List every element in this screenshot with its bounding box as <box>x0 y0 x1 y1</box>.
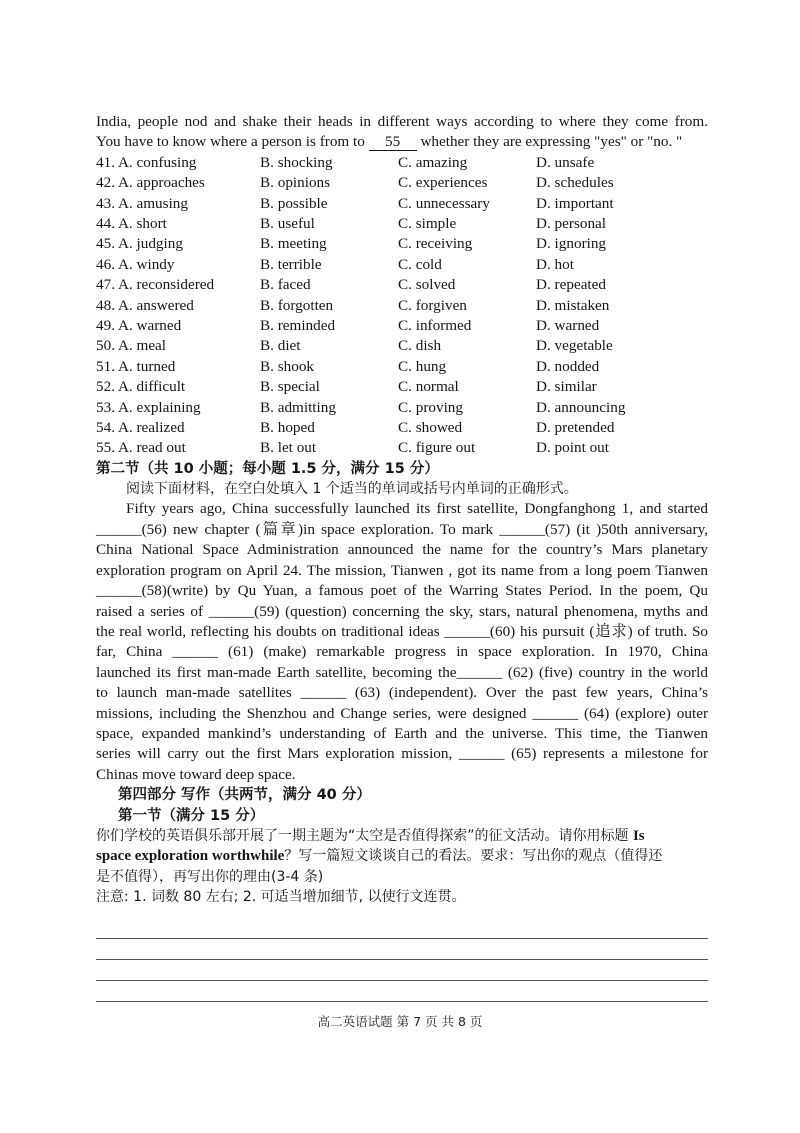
option-b: B. useful <box>260 214 315 232</box>
answer-lines <box>96 918 708 1002</box>
option-c: C. receiving <box>398 235 473 253</box>
writing-task-text-1: 你们学校的英语俱乐部开展了一期主题为“太空是否值得探索”的征文活动。请你用标题 <box>96 827 633 844</box>
option-d: D. nodded <box>536 357 600 375</box>
option-b: B. reminded <box>260 316 336 334</box>
option-a: 53. A. explaining <box>96 398 201 416</box>
option-c: C. normal <box>398 378 459 396</box>
passage-line-13 <box>96 744 708 764</box>
option-d: D. schedules <box>536 174 614 192</box>
option-d: D. similar <box>536 378 597 396</box>
option-row <box>96 255 708 275</box>
writing-note: 注意: 1. 词数 80 左右; 2. 可适当增加细节, 以使行文连贯。 <box>96 889 466 906</box>
option-a: 52. A. difficult <box>96 378 186 396</box>
option-row <box>96 398 708 418</box>
passage-line-8 <box>96 642 708 662</box>
option-d: D. pretended <box>536 418 615 436</box>
option-row <box>96 275 708 295</box>
passage-line-5 <box>96 581 708 601</box>
passage-line-12: space, expanded mankind’s understanding of Earth and the universe. This time, the Tianwen <box>96 724 708 742</box>
option-b: B. diet <box>260 337 301 355</box>
option-row <box>96 377 708 397</box>
option-c: C. showed <box>398 418 463 436</box>
section-2-heading: 第二节（共 10 小题；每小题 1.5 分，满分 15 分） <box>96 460 439 477</box>
exam-page <box>96 112 708 1002</box>
option-b: B. shocking <box>260 153 333 171</box>
writing-task-line-1 <box>96 826 708 846</box>
option-a: 50. A. meal <box>96 337 167 355</box>
option-row <box>96 194 708 214</box>
passage-line-2-a: (56) new chapter (篇章)in space exploration. To mark <box>141 520 500 538</box>
option-c: C. hung <box>398 357 447 375</box>
option-c: C. amazing <box>398 153 468 171</box>
option-a: 55. A. read out <box>96 439 186 457</box>
blank-59: ______ <box>208 602 255 620</box>
option-a: 47. A. reconsidered <box>96 276 215 294</box>
passage-line-3: China National Space Administration announced the name for the country’s Mars planetary <box>96 541 708 559</box>
option-a: 48. A. answered <box>96 296 194 314</box>
page-footer: 高二英语试题 第 7 页 共 8 页 <box>317 1014 483 1029</box>
passage-line-5-a: (58)(write) by Qu Yuan, a famous poet of the Warring States Period. In the poem, Qu <box>141 582 708 600</box>
blank-55: 55 <box>369 134 417 151</box>
option-c: C. cold <box>398 255 442 273</box>
option-row <box>96 214 708 234</box>
writing-task-text-2: ？写一篇短文谈谈自己的看法。要求：写出你的观点（值得还 <box>284 848 663 865</box>
option-c: C. dish <box>398 337 442 355</box>
option-d: D. warned <box>536 316 600 334</box>
option-row <box>96 153 708 173</box>
part-4-heading: 第四部分 写作（共两节，满分 40 分） <box>118 787 371 804</box>
answer-line[interactable] <box>96 981 708 1002</box>
intro-line-1: India, people nod and shake their heads in different ways according to where they come from. <box>96 113 708 130</box>
answer-line[interactable] <box>96 960 708 981</box>
option-b: B. shook <box>260 357 315 375</box>
passage-line-10 <box>96 683 708 703</box>
passage-line-9-a: launched its first man-made Earth satellite, becoming the <box>96 663 457 681</box>
option-b: B. hoped <box>260 418 315 436</box>
option-row <box>96 296 708 316</box>
passage-line-6 <box>96 602 708 622</box>
passage-line-4: exploration program on April 24. The mission, Tianwen , got its name from a long poem Tianwen <box>96 561 708 579</box>
intro-line-2-text-b: whether they are expressing "yes" or "no. " <box>416 133 683 151</box>
option-c: C. proving <box>398 398 463 416</box>
option-b: B. let out <box>260 439 317 457</box>
blank-64: ______ <box>532 704 579 722</box>
intro-line-2 <box>96 132 708 152</box>
blank-56: ______ <box>96 520 142 538</box>
option-d: D. vegetable <box>536 337 613 355</box>
option-c: C. solved <box>398 276 456 294</box>
options-list <box>96 153 708 459</box>
option-c: C. experiences <box>398 174 488 192</box>
option-a: 45. A. judging <box>96 235 183 253</box>
passage-line-8-b: (61) (make) remarkable progress in space exploration. In 1970, China <box>217 643 709 661</box>
option-b: B. meeting <box>260 235 327 253</box>
blank-62: ______ <box>456 663 503 681</box>
option-row <box>96 234 708 254</box>
blank-61: ______ <box>172 643 218 661</box>
option-b: B. terrible <box>260 255 322 273</box>
option-d: D. important <box>536 194 614 212</box>
cloze-passage <box>96 499 708 785</box>
option-c: C. simple <box>398 214 457 232</box>
passage-line-14: Chinas move toward deep space. <box>96 765 296 783</box>
blank-63: ______ <box>300 684 347 702</box>
option-a: 43. A. amusing <box>96 194 188 212</box>
option-b: B. special <box>260 378 320 396</box>
passage-line-11 <box>96 704 708 724</box>
option-row <box>96 173 708 193</box>
passage-line-10-a: to launch man-made satellites <box>96 684 301 702</box>
passage-line-8-a: far, China <box>96 643 173 661</box>
option-a: 54. A. realized <box>96 418 185 436</box>
blank-60: ______ <box>444 622 490 640</box>
option-c: C. informed <box>398 316 472 334</box>
option-d: D. point out <box>536 439 609 457</box>
passage-line-9-b: (62) (five) country in the world <box>502 663 708 681</box>
writing-title-part-1: Is <box>632 827 645 844</box>
option-a: 46. A. windy <box>96 255 175 273</box>
option-b: B. opinions <box>260 174 331 192</box>
option-c: C. unnecessary <box>398 194 490 212</box>
option-b: B. possible <box>260 194 328 212</box>
blank-58: ______ <box>96 582 142 600</box>
option-d: D. hot <box>536 255 574 273</box>
option-d: D. personal <box>536 214 607 232</box>
option-d: D. repeated <box>536 276 606 294</box>
option-row <box>96 357 708 377</box>
option-b: B. admitting <box>260 398 336 416</box>
writing-task-line-2 <box>96 846 708 866</box>
option-row <box>96 438 708 458</box>
option-c: C. figure out <box>398 439 476 457</box>
blank-57: ______ <box>499 520 545 538</box>
answer-line[interactable] <box>96 939 708 960</box>
option-d: D. mistaken <box>536 296 610 314</box>
option-b: B. faced <box>260 276 311 294</box>
answer-line[interactable] <box>96 918 708 939</box>
option-a: 41. A. confusing <box>96 153 197 171</box>
passage-line-11-b: (64) (explore) outer <box>578 704 708 722</box>
passage-line-2-b: (57) (it )50th anniversary, <box>544 520 708 538</box>
passage-line-7-b: (60) his pursuit (追求) of truth. So <box>489 622 708 640</box>
option-a: 42. A. approaches <box>96 174 205 192</box>
intro-line-2-text-a: You have to know where a person is from to <box>96 133 369 151</box>
part-4-sub-heading: 第一节（满分 15 分） <box>118 807 265 824</box>
option-d: D. announcing <box>536 398 626 416</box>
passage-line-6-b: (59) (question) concerning the sky, stars, natural phenomena, myths and <box>254 602 708 620</box>
section-2-instruction: 阅读下面材料，在空白处填入 1 个适当的单词或括号内单词的正确形式。 <box>126 481 578 498</box>
passage-line-11-a: missions, including the Shenzhou and Change series, were designed <box>96 704 533 722</box>
option-d: D. unsafe <box>536 153 595 171</box>
option-c: C. forgiven <box>398 296 467 314</box>
option-d: D. ignoring <box>536 235 607 253</box>
passage-line-7-a: the real world, reflecting his doubts on traditional ideas <box>96 622 445 640</box>
passage-line-6-a: raised a series of <box>96 602 209 620</box>
option-row <box>96 316 708 336</box>
passage-line-2 <box>96 520 708 540</box>
option-a: 51. A. turned <box>96 357 176 375</box>
option-row <box>96 418 708 438</box>
passage-line-1: Fifty years ago, China successfully launched its first satellite, Dongfanghong 1, and started <box>126 500 708 518</box>
option-b: B. forgotten <box>260 296 334 314</box>
writing-task-line-3: 是不值得），再写出你的理由(3-4 条) <box>96 868 324 885</box>
passage-line-9 <box>96 663 708 683</box>
passage-line-10-b: (63) (independent). Over the past few years, China’s <box>346 684 708 702</box>
passage-line-13-b: (65) represents a milestone for <box>504 745 708 763</box>
writing-title-part-2: space exploration worthwhile <box>96 848 285 865</box>
option-row <box>96 336 708 356</box>
blank-65: ______ <box>458 745 505 763</box>
passage-line-7 <box>96 622 708 642</box>
passage-line-13-a: series will carry out the first Mars exploration mission, <box>96 745 459 763</box>
option-a: 49. A. warned <box>96 316 182 334</box>
option-a: 44. A. short <box>96 214 167 232</box>
